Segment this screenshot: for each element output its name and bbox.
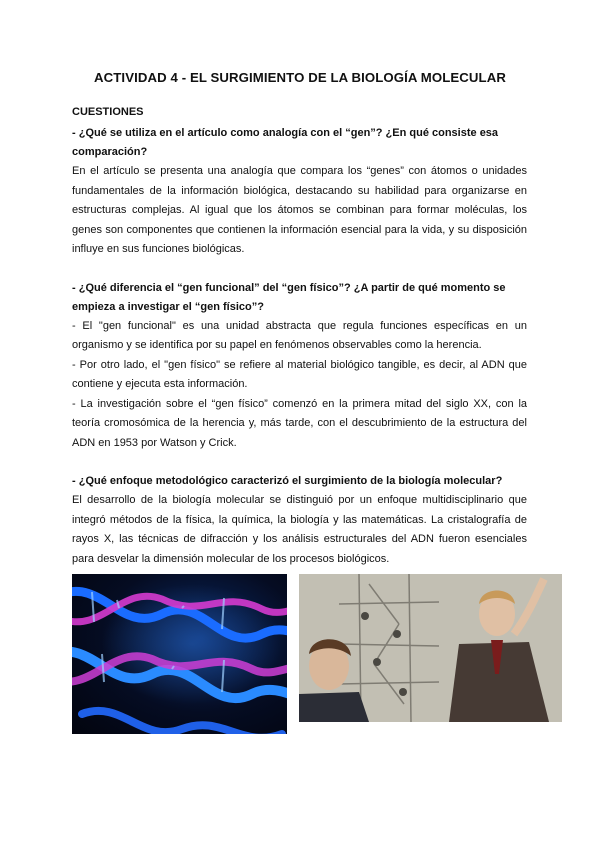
section-heading: CUESTIONES: [72, 106, 144, 118]
answer-1: En el artículo se presenta una analogía que compara los “genes” con átomos o unidades fundamentales de la información biológica, destacando su habilidad para organizarse en estructuras complejas. Al igual que los átomos se combinan para formar moléculas, los genes son componentes que contienen la información esencial para la vida, y su disposición influye en sus funciones biológicas.: [72, 165, 527, 255]
page-title: ACTIVIDAD 4 - EL SURGIMIENTO DE LA BIOLOGÍA MOLECULAR: [94, 70, 506, 85]
answer-2-part-3: - La investigación sobre el “gen físico” comenzó en la primera mitad del siglo XX, con la teoría cromosómica de la herencia y, más tarde, con el descubrimiento de la estructura del ADN en 1953 por Watson y Crick.: [72, 397, 527, 449]
spacer: [72, 453, 527, 472]
dna-helix-illustration: [72, 574, 287, 734]
document-body: [72, 104, 527, 569]
question-2: - ¿Qué diferencia el “gen funcional” del “gen físico”? ¿A partir de qué momento se empieza a investigar el “gen físico”?: [72, 281, 506, 313]
spacer: [72, 260, 527, 279]
question-1: - ¿Qué se utiliza en el artículo como analogía con el “gen”? ¿En qué consiste esa comparación?: [72, 127, 499, 158]
dna-helix-image: [72, 574, 287, 734]
photo-illustration: [299, 574, 562, 722]
answer-2-part-2: - Por otro lado, el "gen físico" se refiere al material biológico tangible, es decir, al ADN que contiene y ejecuta esta información.: [72, 358, 527, 390]
answer-2-part-1: - El "gen funcional" es una unidad abstracta que regula funciones específicas en un organismo y se identifica por su papel en fenómenos observables como la herencia.: [72, 319, 527, 351]
watson-crick-photo: [299, 574, 562, 722]
image-row: [72, 574, 562, 734]
question-3: - ¿Qué enfoque metodológico caracterizó el surgimiento de la biología molecular?: [72, 475, 503, 487]
answer-3: El desarrollo de la biología molecular se distinguió por un enfoque multidisciplinario que integró métodos de la física, la química, la biología y las matemáticas. La cristalografía de rayos X, las técnicas de difracción y los análisis estructurales del ADN fueron esenciales para desvelar la dimensión molecular de los procesos biológicos.: [72, 494, 527, 565]
